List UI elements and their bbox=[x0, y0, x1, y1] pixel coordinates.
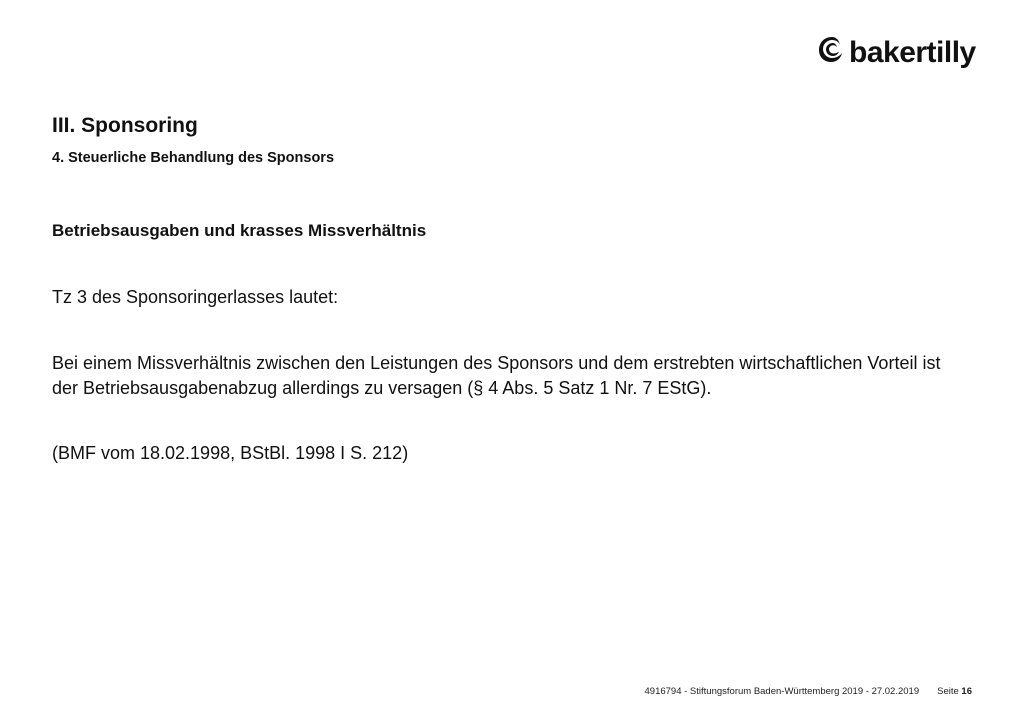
paragraph-citation: (BMF vom 18.02.1998, BStBl. 1998 I S. 212) bbox=[52, 443, 409, 463]
logo-text: bakertilly bbox=[849, 36, 976, 69]
paragraph-intro: Tz 3 des Sponsoringerlasses lautet: bbox=[52, 287, 339, 307]
page-number: 16 bbox=[961, 686, 972, 697]
section-heading: Betriebsausgaben und krasses Missverhältnis bbox=[52, 221, 427, 240]
bakertilly-logo bbox=[816, 30, 976, 76]
slide-title: III. Sponsoring bbox=[52, 114, 198, 137]
bakertilly-swirl-icon bbox=[816, 33, 846, 67]
footer bbox=[645, 686, 973, 697]
slide-subtitle: 4. Steuerliche Behandlung des Sponsors bbox=[52, 150, 335, 166]
paragraph-main: Bei einem Missverhältnis zwischen den Leistungen des Sponsors und dem erstrebten wirtschaftlichen Vorteil ist der Betriebsausgabenabzug allerdings zu versagen (§ 4 Abs. 5 Satz 1 Nr. 7 EStG). bbox=[52, 353, 941, 398]
footer-info: 4916794 - Stiftungsforum Baden-Württemberg 2019 - 27.02.2019 bbox=[644, 686, 920, 697]
page-label: Seite bbox=[937, 686, 959, 697]
footer-page bbox=[937, 686, 972, 697]
